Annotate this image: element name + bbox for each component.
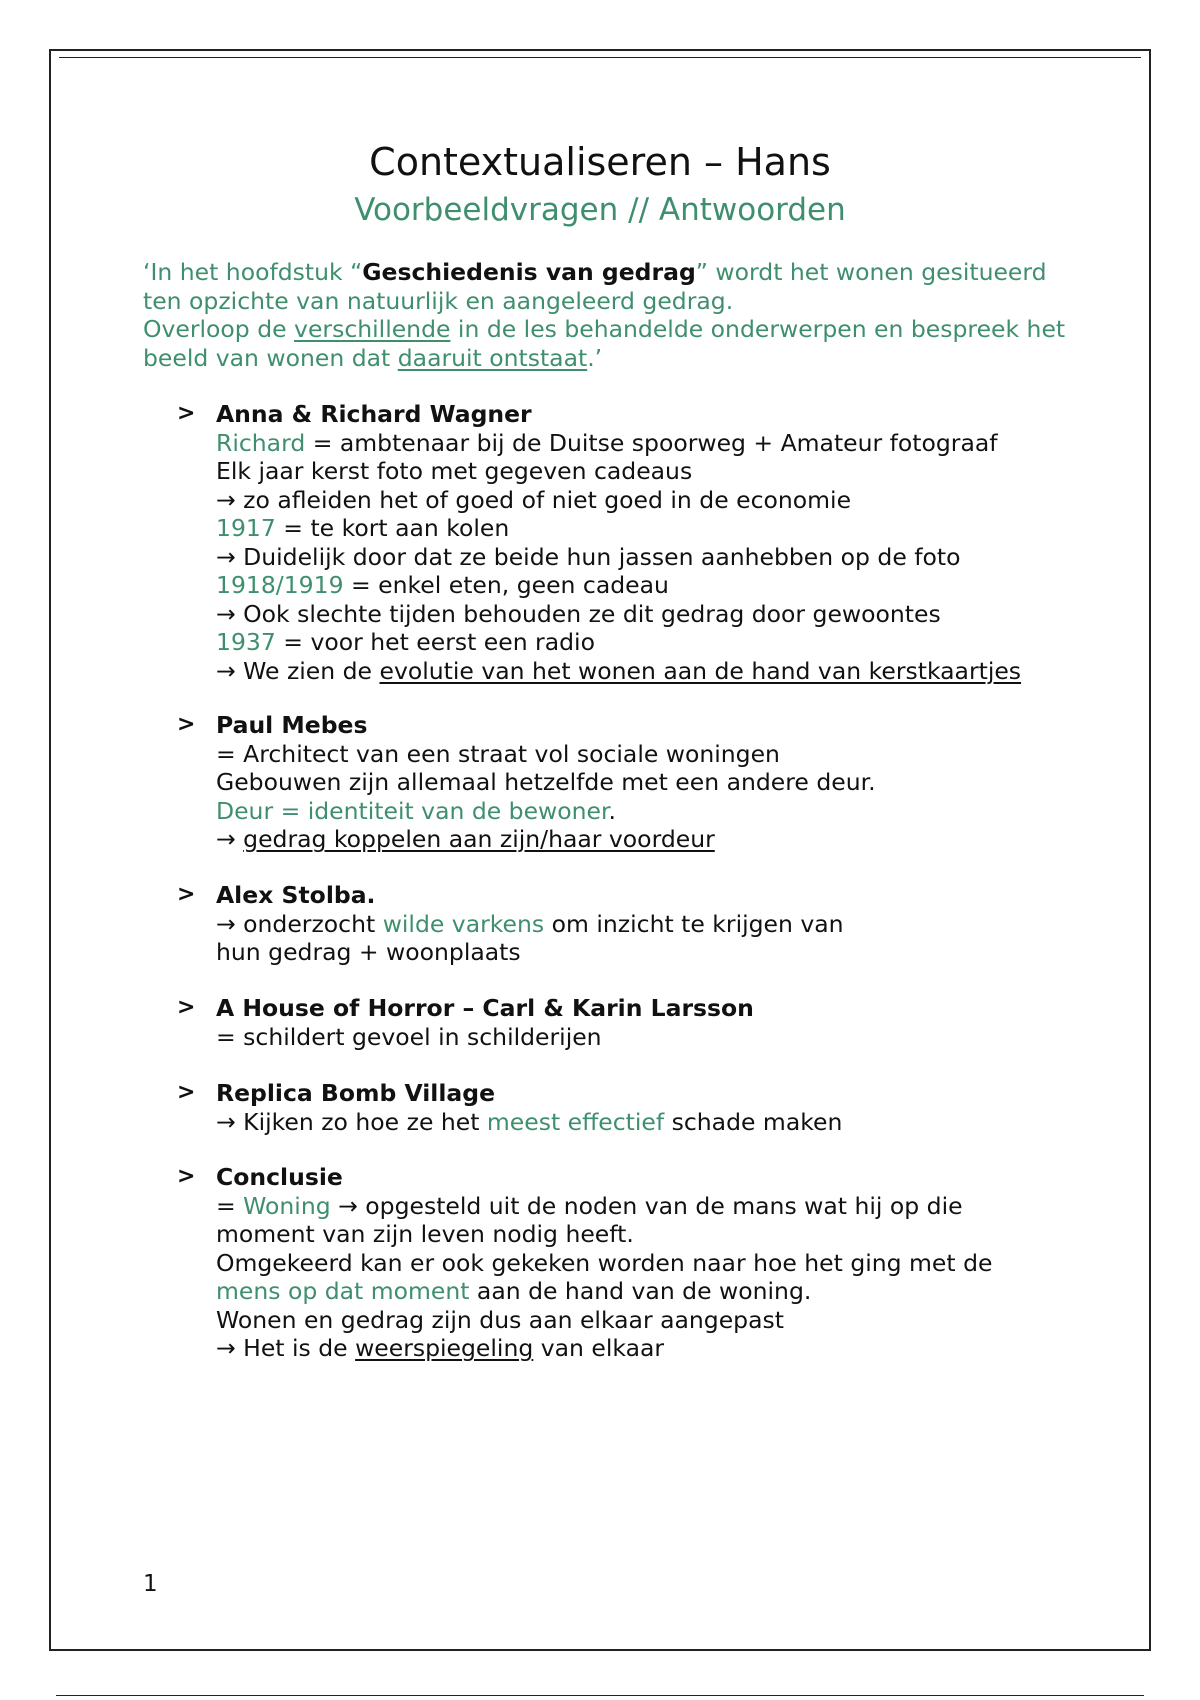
- body-text: .: [608, 796, 616, 825]
- body-text: → opgesteld uit de noden van de mans wat hij op die: [330, 1191, 963, 1220]
- body-line: [216, 514, 1096, 543]
- exam-question: [143, 258, 1073, 372]
- body-line: [216, 1277, 1096, 1306]
- body-line: [216, 1334, 1096, 1363]
- body-text: →: [216, 825, 244, 853]
- bottom-rule: [56, 1695, 1144, 1696]
- underlined-text: gedrag koppelen aan zijn/haar voordeur: [243, 825, 715, 853]
- highlight-text: Deur = identiteit van de bewoner: [216, 796, 609, 825]
- body-text: = te kort aan kolen: [275, 514, 510, 542]
- body-text: van elkaar: [533, 1334, 665, 1362]
- question-text: ‘In het hoofdstuk “: [143, 258, 363, 286]
- section-heading: Alex Stolba.: [216, 881, 376, 909]
- body-text: om inzicht te krijgen van: [544, 909, 844, 938]
- body-line: [216, 657, 1096, 686]
- body-line: → zo afleiden het of goed of niet goed in de economie: [216, 485, 852, 514]
- section-heading: Replica Bomb Village: [216, 1079, 496, 1107]
- body-line: [216, 628, 1096, 657]
- body-line: hun gedrag + woonplaats: [216, 938, 521, 966]
- highlight-text: Woning: [243, 1191, 331, 1220]
- body-line: [216, 1108, 1096, 1137]
- page-subtitle: Voorbeeldvragen // Antwoorden: [354, 192, 846, 228]
- section-heading: A House of Horror – Carl & Karin Larsson: [216, 994, 754, 1022]
- body-text: = enkel eten, geen cadeau: [343, 571, 669, 599]
- body-line: [216, 825, 1096, 854]
- bullet-marker: >: [177, 882, 196, 907]
- body-text: =: [216, 1191, 244, 1220]
- page-title: Contextualiseren – Hans: [369, 140, 831, 184]
- underlined-text: evolutie van het wonen aan de hand van kerstkaartjes: [379, 656, 1022, 685]
- question-text: Overloop de: [143, 315, 295, 343]
- bullet-marker: >: [177, 401, 196, 426]
- body-line: Elk jaar kerst foto met gegeven cadeaus: [216, 457, 693, 485]
- body-line: [216, 910, 1096, 939]
- body-text: → Het is de: [216, 1334, 356, 1362]
- body-line: [216, 1192, 1096, 1221]
- body-line: Wonen en gedrag zijn dus aan elkaar aangepast: [216, 1305, 784, 1334]
- body-line: → Ook slechte tijden behouden ze dit gedrag door gewoontes: [216, 599, 941, 628]
- body-line: = schildert gevoel in schilderijen: [216, 1022, 602, 1051]
- top-rule: [59, 57, 1141, 58]
- bullet-marker: >: [177, 712, 196, 737]
- question-text: ” wordt het wonen gesitueerd ten opzichte van natuurlijk en aangeleerd gedrag.: [143, 258, 1047, 315]
- highlight-text: Richard: [216, 428, 306, 457]
- question-bold-text: Geschiedenis van gedrag: [362, 258, 696, 286]
- body-text: → Kijken zo hoe ze het: [216, 1107, 487, 1136]
- body-line: [216, 571, 1096, 600]
- highlight-text: wilde varkens: [382, 909, 545, 938]
- year-text: 1937: [216, 628, 276, 656]
- bullet-marker: >: [177, 995, 196, 1020]
- section-heading: Anna & Richard Wagner: [216, 400, 532, 428]
- body-line: = Architect van een straat vol sociale woningen: [216, 739, 780, 768]
- body-text: schade maken: [664, 1107, 843, 1136]
- body-line: [216, 797, 1096, 826]
- page-number: 1: [143, 1571, 158, 1597]
- body-line: Gebouwen zijn allemaal hetzelfde met een andere deur.: [216, 768, 876, 796]
- question-text: in de les behandelde onderwerpen en bespreek het beeld van wonen dat: [143, 315, 1066, 372]
- highlight-text: meest effectief: [486, 1107, 665, 1136]
- body-line: moment van zijn leven nodig heeft.: [216, 1220, 634, 1248]
- body-line: Omgekeerd kan er ook gekeken worden naar hoe het ging met de: [216, 1248, 993, 1277]
- section-heading: Conclusie: [216, 1163, 343, 1191]
- body-line: → Duidelijk door dat ze beide hun jassen aanhebben op de foto: [216, 542, 961, 571]
- question-text: .’: [587, 343, 603, 372]
- body-line: [216, 429, 1096, 458]
- highlight-text: mens op dat moment: [216, 1277, 470, 1305]
- body-text: = ambtenaar bij de Duitse spoorweg + Amateur fotograaf: [305, 428, 998, 457]
- body-text: → onderzocht: [216, 909, 383, 938]
- body-text: aan de hand van de woning.: [469, 1277, 812, 1305]
- year-text: 1918/1919: [216, 571, 344, 599]
- bullet-marker: >: [177, 1080, 196, 1105]
- underlined-text: weerspiegeling: [355, 1334, 534, 1362]
- body-text: = voor het eerst een radio: [275, 628, 595, 656]
- bullet-marker: >: [177, 1164, 196, 1189]
- question-underlined-text: verschillende: [294, 315, 451, 343]
- question-underlined-text: daaruit ontstaat: [397, 343, 588, 372]
- body-text: → We zien de: [216, 656, 380, 685]
- section-heading: Paul Mebes: [216, 711, 368, 739]
- year-text: 1917: [216, 514, 276, 542]
